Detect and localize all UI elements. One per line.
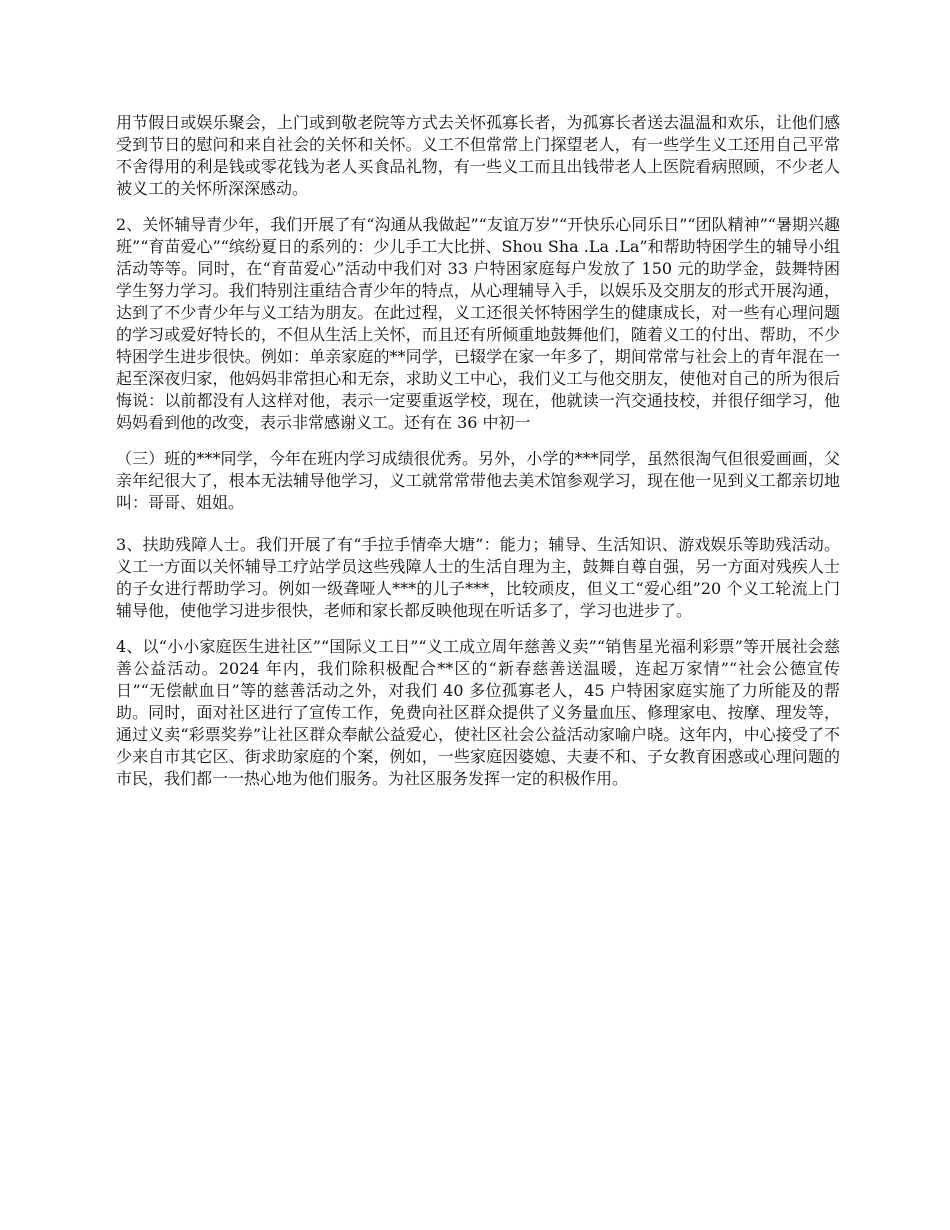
paragraph-youth-guidance: 2、关怀辅导青少年，我们开展了有“沟通从我做起”“友谊万岁”“开快乐心同乐日”“团队精神”“暑期兴趣班”“育苗爱心”“缤纷夏日的系列的：少儿手工大比拼、Shou Sha .La .La”和帮助特困学生的辅导小组活动等等。同时，在“育苗爱心”活动中我们对 33 户特困家庭每户发放了 150 元的助学金，鼓舞特困学生努力学习。我们特别注重结合青少年的特点，从心理辅导入手，以娱乐及交朋友的形式开展沟通，达到了不少青少年与义工结为朋友。在此过程，义工还很关怀特困学生的健康成长，对一些有心理问题的学习或爱好特长的，不但从生活上关怀，而且还有所倾重地鼓舞他们，随着义工的付出、帮助，不少特困学生进步很快。例如：单亲家庭的**同学，已辍学在家一年多了，期间常常与社会上的青年混在一起至深夜归家，他妈妈非常担心和无奈，求助义工中心，我们义工与他交朋友，使他对自己的所为很后悔说：以前都没有人这样对他，表示一定要重返学校，现在，他就读一汽交通技校，并很仔细学习，他妈妈看到他的改变，表示非常感谢义工。还有在 36 中初一 (116, 215, 840, 432)
document-page (116, 112, 840, 804)
paragraph-youth-guidance-continued: （三）班的***同学，今年在班内学习成绩很优秀。另外，小学的***同学，虽然很淘气但很爱画画，父亲年纪很大了，根本无法辅导他学习，义工就常常带他去美术馆参观学习，现在他一见到义工都亲切地叫：哥哥、姐姐。 (116, 449, 840, 512)
paragraph-elderly-care: 用节假日或娱乐聚会，上门或到敬老院等方式去关怀孤寡长者，为孤寡长者送去温温和欢乐，让他们感受到节日的慰问和来自社会的关怀和关怀。义工不但常常上门探望老人，有一些学生义工还用自己平常不舍得用的利是钱或零花钱为老人买食品礼物，有一些义工而且出钱带老人上医院看病照顾，不少老人被义工的关怀所深深感动。 (116, 113, 840, 198)
paragraph-disabled-support: 3、扶助残障人士。我们开展了有“手拉手情牵大塘”：能力；辅导、生活知识、游戏娱乐等助残活动。义工一方面以关怀辅导工疗站学员这些残障人士的生活自理为主，鼓舞自尊自强，另一方面对残疾人士的子女进行帮助学习。例如一级聋哑人***的儿子***，比较顽皮，但义工“爱心组”20 个义工轮流上门辅导他，使他学习进步很快，老师和家长都反映他现在听话多了，学习也进步了。 (116, 535, 840, 620)
paragraph-charity-activities: 4、以“小小家庭医生进社区”“国际义工日”“义工成立周年慈善义卖”“销售星光福利彩票”等开展社会慈善公益活动。2024 年内，我们除积极配合**区的“新春慈善送温暖，连起万家情”“社会公德宣传日”“无偿献血日”等的慈善活动之外，对我们 40 多位孤寡老人，45 户特困家庭实施了力所能及的帮助。同时，面对社区进行了宣传工作，免费向社区群众提供了义务量血压、修理家电、按摩、理发等，通过义卖“彩票奖券”让社区群众奉献公益爱心，使社区社会公益活动家喻户晓。这年内，中心接受了不少来自市其它区、街求助家庭的个案，例如，一些家庭因婆媳、夫妻不和、子女教育困惑或心理问题的市民，我们都一一热心地为他们服务。为社区服务发挥一定的积极作用。 (116, 637, 840, 788)
